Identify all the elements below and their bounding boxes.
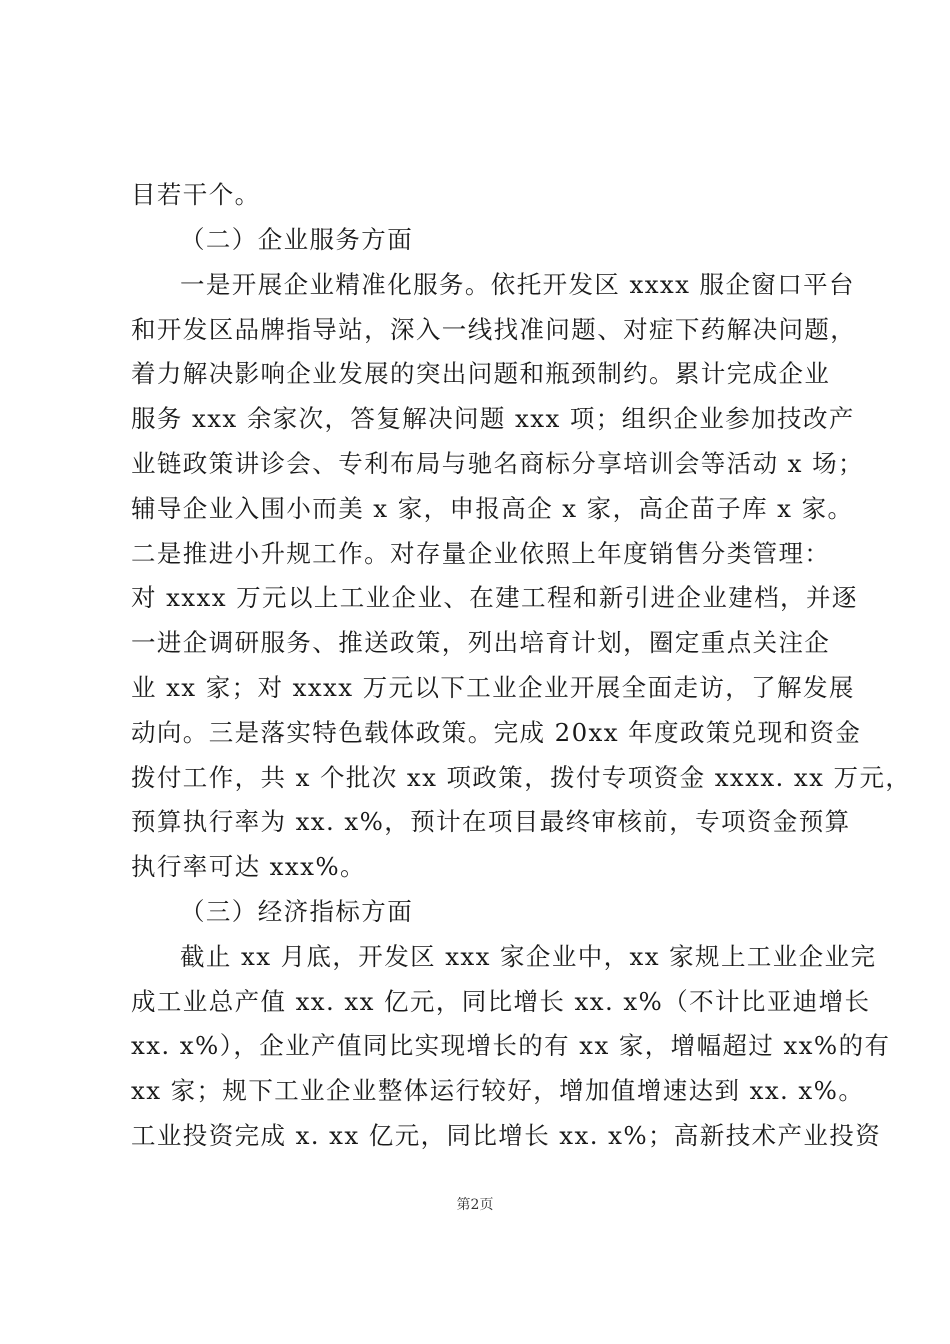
paragraph-line: 执行率可达 xxx%。 xyxy=(131,852,366,881)
paragraph-line: 拨付工作，共 x 个批次 xx 项政策，拨付专项资金 xxxx. xx 万元， xyxy=(131,763,912,792)
page-number: 第2页 xyxy=(456,1197,494,1213)
section-heading: （二）企业服务方面 xyxy=(180,225,414,254)
paragraph-line: 预算执行率为 xx. x%，预计在项目最终审核前，专项资金预算 xyxy=(131,807,851,836)
paragraph-line: 着力解决影响企业发展的突出问题和瓶颈制约。累计完成企业 xyxy=(131,359,831,388)
paragraph-line: 动向。三是落实特色载体政策。完成 20xx 年度政策兑现和资金 xyxy=(131,718,862,747)
paragraph-line: 目若干个。 xyxy=(131,180,261,209)
paragraph-line: 服务 xxx 余家次，答复解决问题 xxx 项；组织企业参加技改产 xyxy=(131,404,855,433)
paragraph-line: 辅导企业入围小而美 x 家，申报高企 x 家，高企苗子库 x 家。 xyxy=(131,494,854,523)
paragraph-line: 一是开展企业精准化服务。依托开发区 xxxx 服企窗口平台 xyxy=(180,270,855,299)
paragraph-line: 工业投资完成 x. xx 亿元，同比增长 xx. x%；高新技术产业投资 xyxy=(131,1121,882,1150)
paragraph-line: 一进企调研服务、推送政策，列出培育计划，圈定重点关注企 xyxy=(131,628,831,657)
paragraph-line: xx 家；规下工业企业整体运行较好，增加值增速达到 xx. x%。 xyxy=(131,1076,865,1105)
paragraph-line: 业链政策讲诊会、专利布局与驰名商标分享培训会等活动 x 场； xyxy=(131,449,864,478)
paragraph-line: 二是推进小升规工作。对存量企业依照上年度销售分类管理： xyxy=(131,539,831,568)
paragraph-line: 成工业总产值 xx. xx 亿元，同比增长 xx. x%（不计比亚迪增长 xyxy=(131,987,871,1016)
paragraph-line: 和开发区品牌指导站，深入一线找准问题、对症下药解决问题， xyxy=(131,315,857,344)
paragraph-line: 业 xx 家；对 xxxx 万元以下工业企业开展全面走访，了解发展 xyxy=(131,673,855,702)
paragraph-line: xx. x%），企业产值同比实现增长的有 xx 家，增幅超过 xx%的有 xyxy=(131,1031,891,1060)
paragraph-line: 截止 xx 月底，开发区 xxx 家企业中，xx 家规上工业企业完 xyxy=(180,942,877,971)
paragraph-line: 对 xxxx 万元以上工业企业、在建工程和新引进企业建档，并逐 xyxy=(131,583,858,612)
section-heading: （三）经济指标方面 xyxy=(180,897,414,926)
